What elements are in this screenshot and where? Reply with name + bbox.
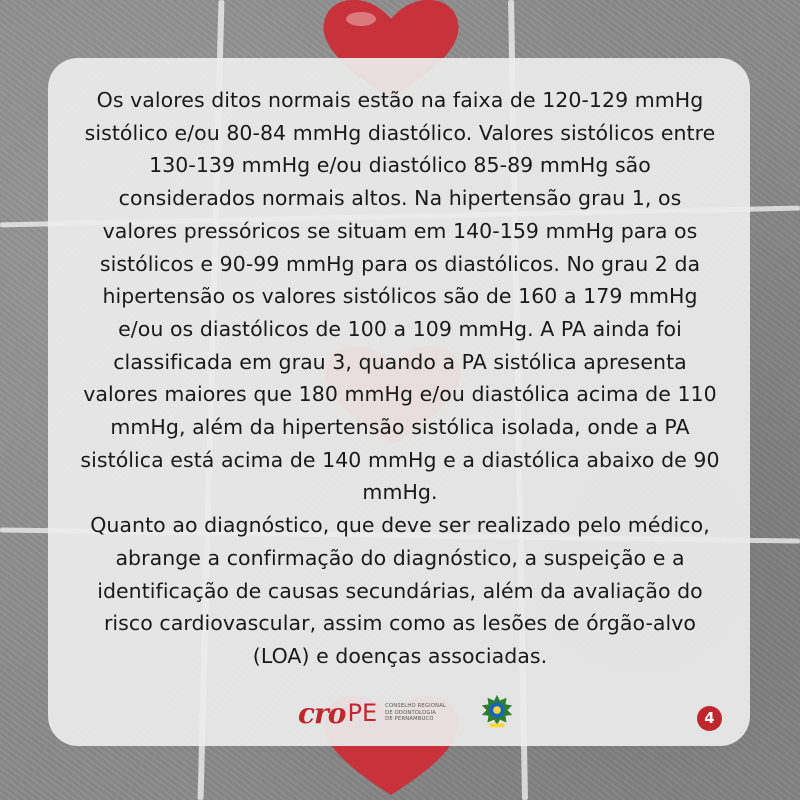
paragraph-diagnosis: Quanto ao diagnóstico, que deve ser realizado pelo médico, abrange a confirmação do diagnóstico, a suspeição e a identificação de causas secundárias, além da avaliação do risco cardiovascular, assim como as lesões de órgão-alvo (LOA) e doenças associadas. (90, 513, 710, 668)
logo-subtitle-line: DE ODONTOLOGIA (385, 709, 437, 716)
logo-subtitle-line: CONSELHO REGIONAL (385, 703, 447, 710)
pernambuco-seal-icon (478, 693, 516, 731)
logo-mark: cro (298, 696, 346, 730)
body-text (80, 84, 720, 673)
paragraph-classification: Os valores ditos normais estão na faixa de 120-129 mmHg sistólico e/ou 80-84 mmHg diastólico. Valores sistólicos entre 130-139 mmHg e/ou diastólico 85-89 mmHg são considerados normais altos. Na hipertensão grau 1, os valores pressóricos se situam em 140-159 mmHg para os sistólicos e 90-99 mmHg para os diastólicos. No grau 2 da hipertensão os valores sistólicos são de 160 a 179 mmHg e/ou os diastólicos de 100 a 109 mmHg. A PA ainda foi classificada em grau 3, quando a PA sistólica apresenta valores maiores que 180 mmHg e/ou diastólica acima de 110 mmHg, além da hipertensão sistólica isolada, onde a PA sistólica está acima de 140 mmHg e a diastólica abaixo de 90 mmHg. (80, 88, 720, 505)
cro-pe-logo (298, 692, 446, 734)
page-number-badge: 4 (697, 706, 722, 731)
logo-subtitle (385, 703, 446, 723)
logo-subtitle-line: DE PERNAMBUCO (385, 716, 434, 723)
logo-state: PE (347, 699, 378, 727)
